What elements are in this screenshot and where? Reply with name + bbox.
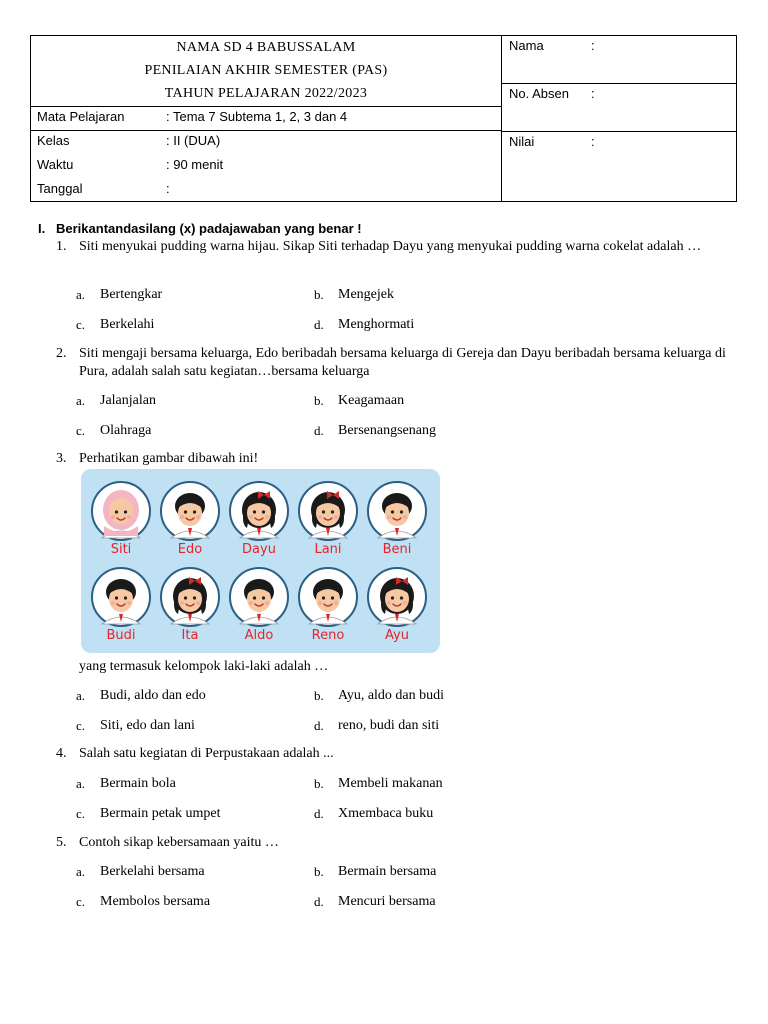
section-number: I.	[38, 221, 46, 236]
question-number: 1.	[56, 239, 67, 254]
option-letter: d.	[314, 806, 324, 821]
score-colon: :	[591, 134, 595, 149]
option-text: Jalanjalan	[100, 393, 156, 408]
section-heading	[38, 221, 362, 236]
character-beni	[366, 480, 428, 558]
option-letter: c.	[76, 317, 86, 332]
character-ayu	[366, 566, 428, 644]
character-budi	[90, 566, 152, 644]
option-text: Membeli makanan	[338, 776, 443, 791]
option-letter: d.	[314, 423, 324, 438]
option-letter: b.	[314, 287, 324, 302]
absen-colon: :	[591, 86, 595, 101]
portrait-aldo	[228, 566, 290, 628]
question-number: 2.	[56, 346, 67, 361]
info-value: : II (DUA)	[166, 133, 221, 148]
character-lani	[297, 480, 359, 558]
info-value: : Tema 7 Subtema 1, 2, 3 dan 4	[166, 109, 348, 124]
option-letter: d.	[314, 317, 324, 332]
title-block	[31, 36, 501, 107]
question-3	[56, 450, 736, 468]
portrait-reno	[297, 566, 359, 628]
character-name: Ita	[181, 628, 199, 643]
option-text: Berkelahi bersama	[100, 864, 205, 879]
portrait-dayu	[228, 480, 290, 542]
portrait-lani	[297, 480, 359, 542]
option-text: Menghormati	[338, 317, 415, 332]
option-text: Mengejek	[338, 287, 394, 302]
option-letter: d.	[314, 718, 324, 733]
question-text: Contoh sikap kebersamaan yaitu …	[79, 835, 279, 850]
name-field[interactable]	[502, 36, 736, 84]
character-name: Edo	[177, 542, 203, 557]
character-name: Budi	[106, 628, 136, 643]
option-text: reno, budi dan siti	[338, 718, 440, 733]
character-edo	[159, 480, 221, 558]
question-followup-text: yang termasuk kelompok laki-laki adalah …	[79, 659, 329, 674]
option-text: Membolos bersama	[100, 894, 211, 909]
character-name: Dayu	[242, 542, 276, 557]
option-text: Keagamaan	[338, 393, 405, 408]
header-right	[502, 36, 736, 201]
character-name: Ayu	[385, 628, 409, 643]
question-text: Siti mengaji bersama keluarga, Edo beribadah bersama keluarga di Gereja dan Dayu beribadah bersama keluarga di Pura, adalah salah satu kegiatan…bersama keluarga	[79, 346, 726, 379]
option-letter: a.	[76, 393, 86, 408]
character-reno	[297, 566, 359, 644]
question-text: Salah satu kegiatan di Perpustakaan adalah ...	[79, 746, 334, 761]
option-text: Xmembaca buku	[338, 806, 434, 821]
option-text: Budi, aldo dan edo	[100, 688, 206, 703]
option-text: Olahraga	[100, 423, 152, 438]
info-divider	[31, 130, 501, 131]
character-name: Reno	[311, 628, 345, 643]
option-text: Bermain petak umpet	[100, 806, 221, 821]
question-text: Siti menyukai pudding warna hijau. Sikap Siti terhadap Dayu yang menyukai pudding warna cokelat adalah …	[79, 239, 702, 254]
characters-picture	[81, 469, 440, 653]
portrait-siti	[90, 480, 152, 542]
question-2	[56, 345, 736, 385]
option-text: Bersenangsenang	[338, 423, 436, 438]
option-text: Berkelahi	[100, 317, 155, 332]
name-label: Nama	[509, 38, 544, 53]
option-letter: c.	[76, 718, 86, 733]
option-letter: b.	[314, 393, 324, 408]
portrait-budi	[90, 566, 152, 628]
question-text: Perhatikan gambar dibawah ini!	[79, 451, 259, 466]
character-name: Siti	[110, 542, 132, 557]
option-letter: b.	[314, 776, 324, 791]
portrait-ayu	[366, 566, 428, 628]
score-label: Nilai	[509, 134, 535, 149]
portrait-beni	[366, 480, 428, 542]
option-letter: b.	[314, 864, 324, 879]
info-label: Tanggal	[37, 181, 83, 196]
question-4	[56, 745, 736, 763]
info-label: Waktu	[37, 157, 74, 172]
character-ita	[159, 566, 221, 644]
option-letter: c.	[76, 806, 86, 821]
option-letter: b.	[314, 688, 324, 703]
info-value: : 90 menit	[166, 157, 224, 172]
school-year: TAHUN PELAJARAN 2022/2023	[164, 86, 368, 101]
option-letter: a.	[76, 864, 86, 879]
header-left	[31, 36, 502, 201]
character-name: Beni	[382, 542, 412, 557]
option-letter: c.	[76, 894, 86, 909]
option-text: Bermain bola	[100, 776, 176, 791]
info-value: :	[166, 181, 170, 196]
character-name: Lani	[314, 542, 342, 557]
character-name: Aldo	[244, 628, 274, 643]
question-1	[56, 238, 736, 278]
question-number: 5.	[56, 835, 67, 850]
option-letter: d.	[314, 894, 324, 909]
question-number: 3.	[56, 451, 67, 466]
portrait-ita	[159, 566, 221, 628]
question-3-followup	[79, 658, 759, 676]
option-text: Mencuri bersama	[338, 894, 436, 909]
portrait-edo	[159, 480, 221, 542]
section-instruction: Berikantandasilang (x) padajawaban yang benar !	[56, 221, 362, 236]
option-letter: a.	[76, 688, 86, 703]
name-colon: :	[591, 38, 595, 53]
character-aldo	[228, 566, 290, 644]
option-text: Bertengkar	[100, 287, 163, 302]
info-label: Mata Pelajaran	[37, 109, 125, 124]
option-text: Ayu, aldo dan budi	[338, 688, 445, 703]
character-dayu	[228, 480, 290, 558]
question-number: 4.	[56, 746, 67, 761]
option-letter: c.	[76, 423, 86, 438]
info-label: Kelas	[37, 133, 70, 148]
header-table	[30, 35, 737, 202]
absen-field[interactable]	[502, 84, 736, 132]
option-text: Siti, edo dan lani	[100, 718, 195, 733]
option-letter: a.	[76, 776, 86, 791]
question-5	[56, 834, 736, 852]
exam-title: PENILAIAN AKHIR SEMESTER (PAS)	[144, 63, 388, 78]
absen-label: No. Absen	[509, 86, 569, 101]
option-text: Bermain bersama	[338, 864, 437, 879]
school-name: NAMA SD 4 BABUSSALAM	[176, 40, 356, 55]
score-field[interactable]	[502, 132, 736, 201]
character-siti	[90, 480, 152, 558]
option-letter: a.	[76, 287, 86, 302]
